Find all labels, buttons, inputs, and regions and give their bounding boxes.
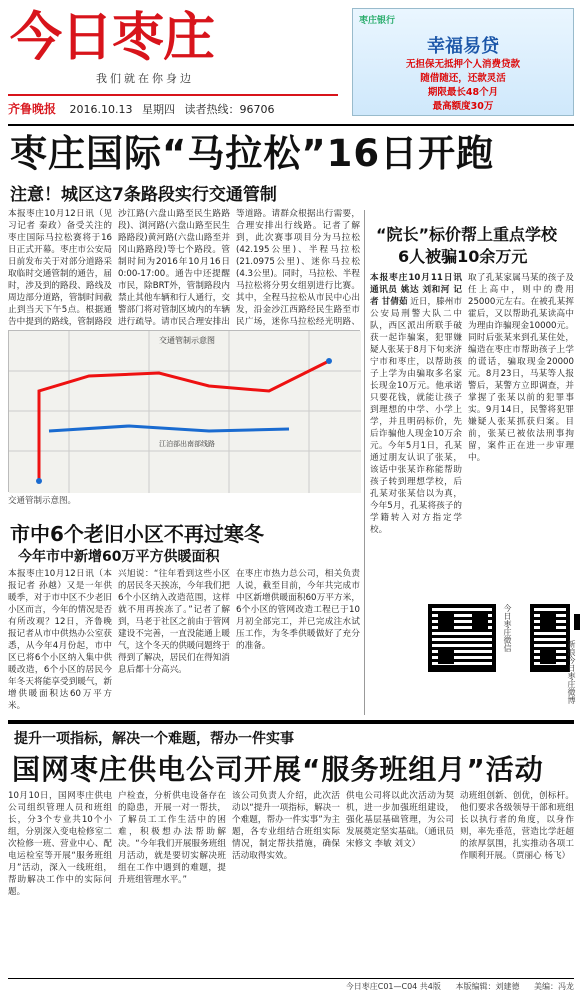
top-divider	[8, 124, 574, 126]
story3-subhead: 今年市中新增60万平方供暖面积	[18, 549, 220, 565]
wechat-qr-code	[428, 604, 496, 672]
story4-headline: 国网枣庄供电公司开展“服务班组月”活动	[12, 753, 544, 786]
lead-headline: 枣庄国际“马拉松”16日开跑	[10, 132, 495, 175]
map-note: 江泊部出南部线路	[159, 440, 215, 448]
ad-line: 随借随还，还款灵活	[420, 73, 506, 84]
story3-headline: 市中6个老旧小区不再过寒冬	[10, 522, 264, 546]
paper-brand: 齐鲁晚报	[8, 102, 57, 116]
story2-headline: “院长”标价帮上重点学校	[376, 225, 558, 244]
slogan: 我们就在你身边	[96, 72, 194, 85]
story2-text-1: 近日，滕州市公安局刑警大队二中队，西区派出所联手破获一起诈骗案，犯罪嫌疑人张某于8月下旬来济宁市和枣庄，以帮助孩子上学为由骗取多名家长现金10万元。他承诺只要花钱，就能让孩子到理想的中学、小学上学，并且明码标价，先后诈骗他人现金10万余元。今年5月1日，孔某通过朋友认识了张某，该话中张某诈称能帮助孩子转到理想学校，后孔某对张某信以为真，今年5月，孔某将孩子的学籍转入对方指定学校。	[370, 297, 462, 535]
weibo-qr-label: 新浪今日枣庄微博	[567, 640, 576, 704]
lead-subhead: 注意！城区这7条路段实行交通管制	[10, 185, 277, 205]
story4-column-1: 10月10日，国网枣庄供电公司组织管理人员和班组长，分3个专业共10个小组，分别深入变电检修室二次检修一班、营业中心、配电运检室等开展“服务班组月”活动，深入一线班组，帮助解决工作中的实际问题。	[8, 791, 112, 897]
masthead	[8, 6, 338, 118]
column-divider	[364, 210, 365, 715]
story4-column-3: 该公司负责人介绍，此次活动以“提升一项指标，解决一个难题，帮办一件实事”为主题，各专业组结合班组实际情况，制定帮扶措施，确保活动取得实效。	[232, 791, 340, 861]
bottom-section-divider	[8, 720, 574, 724]
story4-column-4: 供电公司将以此次活动为契机，进一步加强班组建设，强化基层基础管理，为公司发展奠定坚实基础。（通讯员 宋修文 李敏 刘文）	[346, 791, 454, 849]
lead-column-1: 本报枣庄10月12日讯（见习记者 秦政）备受关注的枣庄国际马拉松赛将于16日正式开幕。枣庄市公安局日前发布关于对部分道路采取临时交通管制的通告，届时，涉及到的路段、路线及周边部分道路，管制时间截止到当天下午5点。根据通告中提到的路线，管制路段	[8, 209, 112, 327]
lead-column-3: 等道路。请群众根据出行需要，合理安排出行线路。记者了解到，此次赛事项目分为马拉松(42.195公里)、半程马拉松(21.0975公里)、迷你马拉松(4.3公里)。同时，马拉松、半程马拉松将分男女组别进行比赛。其中，全程马拉松从市民中心出发，沿金沙江西路经民生路至市民广场，迷你马拉松经光明路、	[236, 209, 360, 327]
paper-info-line	[8, 94, 338, 116]
story4-kicker: 提升一项指标，解决一个难题，帮办一件实事	[14, 731, 294, 747]
story2-headline-2: 6人被骗10余万元	[398, 247, 528, 266]
reader-hotline: 读者热线：96706	[184, 103, 275, 116]
map-caption: 交通管制示意图。	[8, 496, 77, 506]
lead-column-2: 沙江路(六盘山路至民生路路段)、浏河路(六盘山路至民生路路段)黄河路(六盘山路至并冈山路路段)等七个路段。管制时间为2016年10月16日0:00-17:00。通告中还提醒市民，除BRT外，管制路段内禁止其他车辆和行人通行，交警部门将对管制区域内的车辆进行疏导。请市民合理安排出	[118, 209, 230, 327]
wechat-qr-label: 今日枣庄微信	[503, 604, 512, 652]
story3-column-3: 在枣庄市热力总公司，相关负责人说，截至目前，今年共完成市中区新增供暖面积60万平方米，6个小区的管网改造工程已于10月初全部完工，并已完成注水试压工作，为冬季供暖做好了充分的准备。	[236, 569, 360, 651]
issue-date: 2016.10.13	[69, 103, 133, 116]
story4-column-2: 户检查，分析供电设备存在的隐患，开展一对一帮扶，了解员工工作生活中的困难，积极想办法帮助解决。“今年我们开展服务班组月活动，就是要切实解决班组在工作中遇到的难题，提升班组管理水平。”	[118, 791, 226, 885]
ad-line: 无担保无抵押个人消费贷款	[405, 59, 520, 70]
ad-title: 幸福易贷	[427, 36, 499, 57]
traffic-control-map	[8, 330, 360, 492]
issue-weekday: 星期四	[142, 103, 175, 116]
weibo-qr-code	[530, 604, 570, 672]
footer-designer: 美编：冯龙	[534, 982, 574, 991]
footer-editor: 本版编辑：刘建德	[455, 982, 520, 991]
ad-line: 期限最长48个月	[427, 87, 499, 98]
story2-dateline: 本报枣庄10月11日讯 通讯员 姚达 刘和河 记者 甘倩茹	[370, 273, 462, 307]
story3-column-2: 兴旭说：“往年看到这些小区的居民冬天挨冻，今年我们把6个小区纳入改造范围，这样就不用再挨冻了。”记者了解到，马老于社区之前由于管网建设不完善，一直没能通上暖气，这个冬天的供暖问题终于得到了解决，居民们在得知消息后都十分高兴。	[118, 569, 230, 675]
ad-line: 最高额度30万	[432, 101, 494, 112]
newspaper-logo: 今日枣庄	[10, 8, 215, 68]
route-map-graphic	[9, 331, 361, 493]
page-footer	[8, 978, 574, 992]
story2-column-2: 取了孔某家属马某的孩子及任上高中，则中的费用25000元左右。在被孔某挥霍后，又以帮助孔某读高中为理由诈骗现金10000元。同时后张某来到孔某住处，编造在枣庄市帮助孩子上学的谎话，骗取现金20000元。8月23日，马某等人报警后，某警方立即调查，并掌握了张某以前的犯罪事实。9月14日，民警将犯罪嫌疑人张某抓获归案。目前，张某已被依法刑事拘留，案件正在进一步审理中。	[468, 273, 574, 463]
bank-name: 枣庄银行	[359, 16, 396, 26]
story4-column-5: 动班组创新、创优，创标杆。他们要求各级领导干部和班组长以执行者的角度，以身作则，率先垂范，营造比学赶超的浓厚氛围，扎实推动各项工作顺利开展。（贾丽心 杨飞）	[460, 791, 574, 861]
map-title: 交通管制示意图	[159, 336, 215, 345]
story3-column-1: 本报枣庄10月12日讯（本报记者 孙越）又是一年供暖季，对于市中区不少老旧小区而言，今年的情况是否有所改观？12日，齐鲁晚报记者从市中供热办公室获悉，从今年4月份起，市中区已将6个小区纳入集中供暖改造，6个小区的居民今年冬天将能享受到暖气，新增供暖面积达60万平方米。	[8, 569, 112, 711]
bank-advertisement	[352, 8, 574, 116]
footer-page-info: 今日枣庄C01—C04 共4版	[345, 982, 441, 991]
